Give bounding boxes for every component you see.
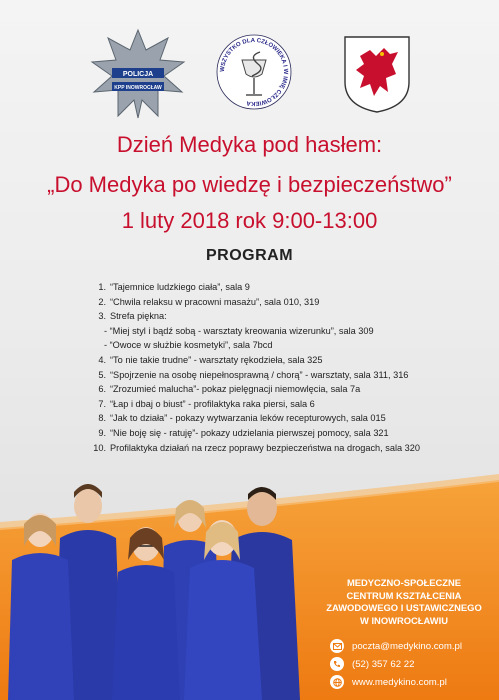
- program-subitem-text: - “Miej styl i bądź sobą - warsztaty kreowania wizerunku”, sala 309: [104, 325, 374, 336]
- program-item-number: 8.: [98, 413, 106, 424]
- school-name-line: CENTRUM KSZTAŁCENIA: [346, 589, 462, 601]
- program-item: [92, 280, 492, 295]
- program-item-text: “Łap i dbaj o biust” - profilaktyka raka piersi, sala 6: [110, 398, 315, 409]
- contact-email: [330, 638, 462, 654]
- program-item-number: 1.: [98, 282, 106, 292]
- police-badge-logo: [88, 28, 188, 120]
- phone-text: (52) 357 62 22: [352, 658, 415, 670]
- program-item: [92, 397, 492, 412]
- program-heading: PROGRAM: [205, 247, 294, 264]
- program-item: [92, 353, 492, 368]
- event-slogan: „Do Medyka po wiedzę i bezpieczeństwo”: [47, 172, 452, 197]
- email-icon: [330, 639, 344, 653]
- program-item: [92, 426, 492, 441]
- program-item-text: “To nie takie trudne” - warsztaty rękodzieła, sala 325: [110, 354, 323, 365]
- program-item-text: “Zrozumieć malucha”- pokaz pielęgnacji niemowlęcia, sala 7a: [110, 384, 361, 395]
- program-item-text: “Chwila relaksu w pracowni masażu”, sala 010, 319: [110, 296, 320, 307]
- event-date-time: 1 luty 2018 rok 9:00-13:00: [121, 208, 378, 233]
- program-item-text: “Tajemnice ludzkiego ciała”, sala 9: [110, 282, 250, 292]
- program-item-number: 9.: [98, 427, 106, 438]
- program-item-number: 2.: [98, 296, 106, 307]
- school-name-line: ZAWODOWEGO I USTAWICZNEGO: [326, 602, 482, 614]
- seal-text: WSZYSTKO DLA CZŁOWIEKA I W IMIĘ CZŁOWIEKA: [219, 37, 289, 107]
- event-title: Dzień Medyka pod hasłem:: [116, 132, 383, 157]
- program-item-number: 4.: [98, 354, 106, 365]
- school-name-line: W INOWROCŁAWIU: [359, 614, 448, 626]
- program-item: [92, 295, 492, 310]
- program-item-text: Profilaktyka działań na rzecz poprawy bezpieczeństwa na drogach, sala 320: [110, 442, 420, 453]
- program-item-text: “Spojrzenie na osobę niepełnosprawną / chorą” - warsztaty, sala 311, 316: [110, 369, 409, 380]
- phone-icon: [330, 657, 344, 671]
- program-subitem-text: - “Owoce w służbie kosmetyki”, sala 7bcd: [104, 340, 273, 351]
- program-list: [92, 280, 492, 455]
- program-subitem: [92, 324, 492, 339]
- program-item: [92, 368, 492, 383]
- program-item-text: Strefa piękna:: [110, 311, 167, 322]
- medical-staff-photo: [0, 468, 330, 700]
- contact-phone: [330, 656, 414, 672]
- medical-seal-logo: [212, 22, 296, 118]
- badge-top-text: POLICJA: [122, 71, 154, 78]
- program-item: [92, 411, 492, 426]
- program-item: [92, 309, 492, 324]
- program-subitem: [92, 338, 492, 353]
- program-item-number: 3.: [98, 311, 106, 322]
- school-name: [316, 577, 492, 627]
- program-item-number: 5.: [98, 369, 106, 380]
- program-item-text: “Jak to działa” - pokazy wytwarzania leków recepturowych, sala 015: [110, 413, 386, 424]
- badge-bottom-text: KPP INOWROCŁAW: [114, 85, 162, 91]
- contact-website: [330, 674, 447, 690]
- program-item-number: 7.: [98, 398, 106, 409]
- coat-of-arms-logo: [342, 34, 412, 114]
- globe-icon: [330, 675, 344, 689]
- school-name-line: MEDYCZNO-SPOŁECZNE: [346, 577, 462, 588]
- program-item-text: “Nie boję się - ratuję”- pokazy udzielania pierwszej pomocy, sala 321: [110, 427, 389, 438]
- website-text: www.medykino.com.pl: [352, 676, 447, 688]
- program-item: [92, 382, 492, 397]
- program-item-number: 6.: [98, 384, 106, 395]
- email-text: poczta@medykino.com.pl: [352, 640, 462, 652]
- program-item: [92, 441, 492, 456]
- program-item-number: 10.: [93, 442, 106, 453]
